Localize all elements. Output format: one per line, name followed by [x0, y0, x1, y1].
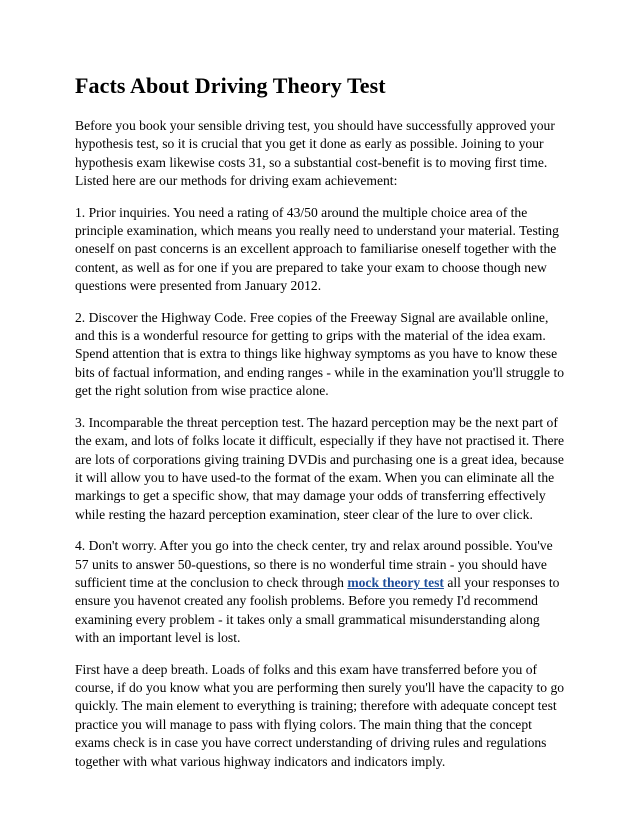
- paragraph-text-after-link: all your responses to ensure you havenot created any foolish problems. Before you remedy I'd recommend examining every problem - it takes only a small grammatical misunderstanding along with an important level is lost.: [75, 574, 560, 646]
- document-title: Facts About Driving Theory Test: [75, 73, 386, 98]
- paragraph-dont-worry: [75, 537, 565, 647]
- mock-theory-test-link[interactable]: mock theory test: [347, 574, 444, 590]
- paragraph-prior-inquiries: 1. Prior inquiries. You need a rating of 43/50 around the multiple choice area of the principle examination, which means you really need to understand your material. Testing oneself on past concerns is an excellent approach to familiarise oneself together with the content, as well as for one if you are prepared to take your exam to choose though new questions were presented from January 2012.: [75, 204, 559, 294]
- paragraph-text-before-link: 4. Don't worry. After you go into the check center, try and relax around possible. You've 57 units to answer 50-questions, so there is no wonderful time strain - you should have sufficient time at the conclusion to check through: [75, 538, 553, 590]
- paragraph-deep-breath: First have a deep breath. Loads of folks and this exam have transferred before you of course, if do you know what you are performing then surely you'll have the capacity to go quickly. The main element to everything is training; therefore with adequate concept test practice you will manage to pass with flying colors. The main thing that the concept exams check is in case you have correct understanding of driving rules and regulations together with what various highway indicators and indicators imply.: [75, 661, 565, 769]
- paragraph-highway-code: 2. Discover the Highway Code. Free copies of the Freeway Signal are available online, and this is a wonderful resource for getting to grips with the material of the idea exam. Spend attention that is extra to things like highway symptoms as you have to know these bits of factual information, and ending ranges - while in the examination you'll struggle to get the right solution from wise practice alone.: [75, 309, 565, 399]
- paragraph-intro: Before you book your sensible driving test, you should have successfully approved your hypothesis test, so it is crucial that you get it done as early as possible. Joining to your hypothesis exam likewise costs 31, so a substantial cost-benefit is to moving first time. Listed here are our methods for driving exam achievement:: [75, 118, 555, 189]
- document-page: [75, 72, 565, 784]
- paragraph-hazard-perception: 3. Incomparable the threat perception test. The hazard perception may be the next part of the exam, and lots of folks locate it difficult, especially if they have not practised it. There are lots of corporations giving training DVDis and purchasing one is a great idea, because it will allow you to have used-to the format of the exam. When you can eliminate all the markings to get a specific show, that may damage your odds of transferring effectively while resting the hazard perception examination, steer clear of the lure to over click.: [75, 414, 565, 522]
